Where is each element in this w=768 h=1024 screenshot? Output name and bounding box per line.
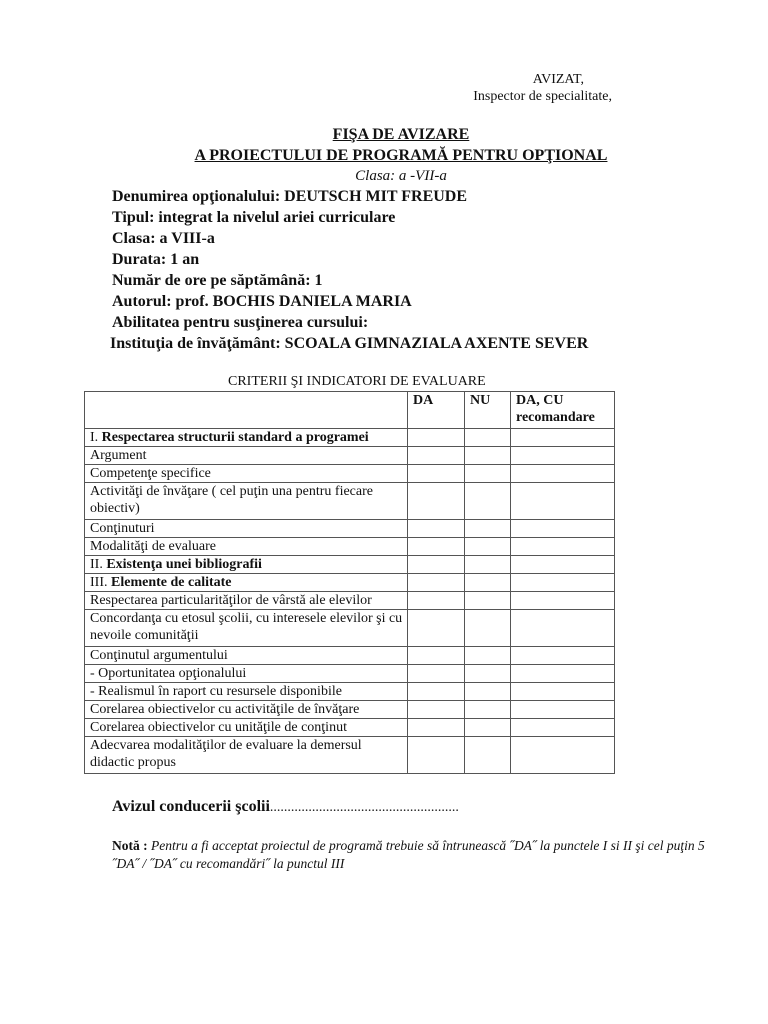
da-cell[interactable] — [408, 647, 465, 665]
note-text: Pentru a fi acceptat proiectul de programă trebuie să întrunească ˝DA˝ la punctele I si II şi cel puţin 5 ˝DA˝ / ˝DA˝ cu recomandări˝ la punctul III — [112, 838, 705, 871]
section-number: III. — [90, 575, 108, 590]
da-cell[interactable] — [408, 683, 465, 701]
criterion-text: Conţinutul argumentului — [90, 648, 228, 663]
recommendation-cell[interactable] — [511, 574, 615, 592]
criterion-cell — [85, 520, 408, 538]
signature-dots: ...................................................... — [269, 800, 459, 815]
criterion-cell — [85, 647, 408, 665]
recommendation-cell[interactable] — [511, 665, 615, 683]
table-row — [85, 520, 615, 538]
field-qualification: Abilitatea pentru susţinerea cursului: — [112, 314, 369, 331]
da-cell[interactable] — [408, 719, 465, 737]
section-number: II. — [90, 557, 103, 572]
criterion-text: Activităţi de învăţare ( cel puţin una pentru fiecare obiectiv) — [90, 484, 373, 516]
section-number: I. — [90, 430, 99, 445]
table-row — [85, 538, 615, 556]
table-row — [85, 665, 615, 683]
field-institution: Instituţia de învăţământ: SCOALA GIMNAZIALA AXENTE SEVER — [110, 335, 589, 352]
criterion-cell — [85, 665, 408, 683]
field-hours: Număr de ore pe săptămână: 1 — [112, 272, 323, 289]
da-cell[interactable] — [408, 610, 465, 647]
criteria-table — [84, 391, 615, 774]
recommendation-cell[interactable] — [511, 592, 615, 610]
table-row — [85, 556, 615, 574]
da-cell[interactable] — [408, 701, 465, 719]
da-cell[interactable] — [408, 429, 465, 447]
table-row — [85, 429, 615, 447]
nu-cell[interactable] — [465, 465, 511, 483]
document-title — [0, 124, 768, 187]
nu-cell[interactable] — [465, 719, 511, 737]
criterion-cell — [85, 737, 408, 774]
nu-cell[interactable] — [465, 538, 511, 556]
field-optional-name: Denumirea opţionalului: DEUTSCH MIT FREUDE — [112, 188, 468, 205]
recommendation-cell[interactable] — [511, 483, 615, 520]
criterion-text: - Realismul în raport cu resursele disponibile — [90, 684, 342, 699]
table-row — [85, 737, 615, 774]
nu-cell[interactable] — [465, 520, 511, 538]
criterion-text: Adecvarea modalităţilor de evaluare la demersul didactic propus — [90, 738, 362, 770]
criterion-cell — [85, 701, 408, 719]
table-row — [85, 465, 615, 483]
table-row — [85, 683, 615, 701]
recommendation-cell[interactable] — [511, 429, 615, 447]
recommendation-cell[interactable] — [511, 683, 615, 701]
field-author: Autorul: prof. BOCHIS DANIELA MARIA — [112, 293, 412, 310]
nu-cell[interactable] — [465, 647, 511, 665]
approval-header — [0, 71, 612, 105]
nu-cell[interactable] — [465, 592, 511, 610]
criterion-cell — [85, 538, 408, 556]
nu-cell[interactable] — [465, 610, 511, 647]
da-cell[interactable] — [408, 538, 465, 556]
field-duration: Durata: 1 an — [112, 251, 200, 268]
criterion-cell — [85, 447, 408, 465]
criterion-text: Modalităţi de evaluare — [90, 539, 216, 554]
criterion-text: Corelarea obiectivelor cu activităţile de învăţare — [90, 702, 360, 717]
note-label: Notă : — [112, 838, 148, 853]
table-header-row — [85, 392, 615, 429]
criterion-text: Competenţe specifice — [90, 466, 211, 481]
title-class: Clasa: a -VII-a — [355, 168, 447, 184]
section-heading: Elemente de calitate — [111, 575, 232, 590]
nu-cell[interactable] — [465, 556, 511, 574]
table-row — [85, 483, 615, 520]
nu-cell[interactable] — [465, 447, 511, 465]
da-cell[interactable] — [408, 465, 465, 483]
title-line-2: A PROIECTULUI DE PROGRAMĂ PENTRU OPŢIONAL — [194, 147, 608, 164]
field-class: Clasa: a VIII-a — [112, 230, 215, 247]
approval-label: AVIZAT, — [532, 72, 584, 87]
section-heading: Existenţa unei bibliografii — [106, 557, 262, 572]
criterion-cell — [85, 719, 408, 737]
criterion-cell — [85, 483, 408, 520]
header-criterion — [85, 392, 408, 429]
criterion-text: - Oportunitatea opţionalului — [90, 666, 247, 681]
da-cell[interactable] — [408, 592, 465, 610]
criterion-cell — [85, 465, 408, 483]
criterion-text: Respectarea particularităţilor de vârstă ale elevilor — [90, 593, 372, 608]
criterion-text: Concordanţa cu etosul şcolii, cu interesele elevilor şi cu nevoile comunităţii — [90, 611, 403, 643]
recommendation-cell[interactable] — [511, 719, 615, 737]
criterion-cell — [85, 610, 408, 647]
recommendation-cell[interactable] — [511, 520, 615, 538]
da-cell[interactable] — [408, 520, 465, 538]
field-type: Tipul: integrat la nivelul ariei curriculare — [112, 209, 396, 226]
table-row — [85, 647, 615, 665]
da-cell[interactable] — [408, 483, 465, 520]
nu-cell[interactable] — [465, 665, 511, 683]
da-cell[interactable] — [408, 665, 465, 683]
table-row — [85, 610, 615, 647]
recommendation-cell[interactable] — [511, 610, 615, 647]
course-fields — [112, 186, 588, 354]
nu-cell[interactable] — [465, 574, 511, 592]
criterion-cell — [85, 683, 408, 701]
da-cell[interactable] — [408, 574, 465, 592]
criterion-cell — [85, 574, 408, 592]
recommendation-cell[interactable] — [511, 465, 615, 483]
table-row — [85, 701, 615, 719]
criterion-cell — [85, 429, 408, 447]
inspector-label: Inspector de specialitate, — [473, 89, 612, 104]
criteria-title: CRITERII ŞI INDICATORI DE EVALUARE — [228, 374, 486, 389]
table-row — [85, 592, 615, 610]
nu-cell[interactable] — [465, 683, 511, 701]
recommendation-cell[interactable] — [511, 737, 615, 774]
table-row — [85, 574, 615, 592]
title-line-1: FIŞA DE AVIZARE — [332, 126, 470, 143]
criterion-cell — [85, 556, 408, 574]
section-heading: Respectarea structurii standard a programei — [101, 430, 369, 445]
criterion-text: Corelarea obiectivelor cu unităţile de conţinut — [90, 720, 347, 735]
table-row — [85, 719, 615, 737]
nu-cell[interactable] — [465, 737, 511, 774]
table-row — [85, 447, 615, 465]
nu-cell[interactable] — [465, 483, 511, 520]
criterion-cell — [85, 592, 408, 610]
school-approval-label: Avizul conducerii şcolii — [112, 798, 270, 815]
recommendation-cell[interactable] — [511, 447, 615, 465]
da-cell[interactable] — [408, 737, 465, 774]
note — [112, 837, 722, 873]
recommendation-cell[interactable] — [511, 701, 615, 719]
school-approval-line — [112, 798, 459, 816]
header-da-recommendation: DA, CU recomandare — [511, 392, 615, 429]
header-da: DA — [408, 392, 465, 429]
recommendation-cell[interactable] — [511, 556, 615, 574]
recommendation-cell[interactable] — [511, 647, 615, 665]
header-nu: NU — [465, 392, 511, 429]
criterion-text: Conţinuturi — [90, 521, 155, 536]
da-cell[interactable] — [408, 556, 465, 574]
criterion-text: Argument — [90, 448, 147, 463]
nu-cell[interactable] — [465, 429, 511, 447]
recommendation-cell[interactable] — [511, 538, 615, 556]
da-cell[interactable] — [408, 447, 465, 465]
nu-cell[interactable] — [465, 701, 511, 719]
